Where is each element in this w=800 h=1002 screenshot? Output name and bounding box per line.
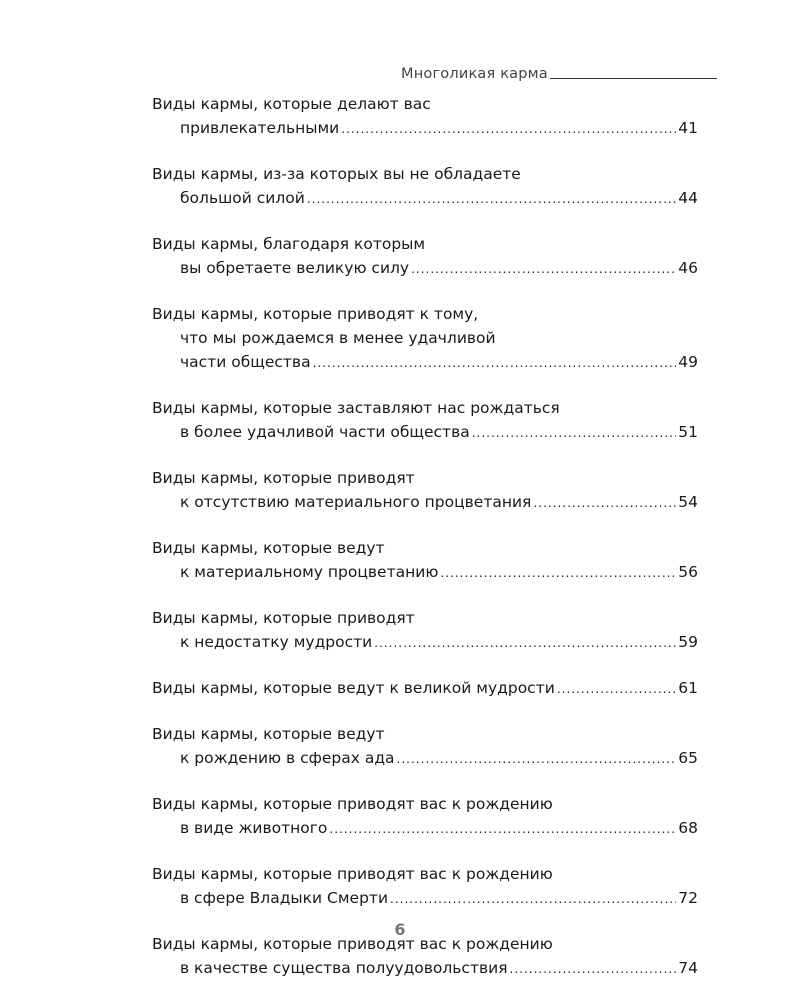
toc-entry-text: вы обретаете великую силу	[180, 259, 410, 277]
dot-leader	[374, 631, 676, 655]
toc-entry-last-line	[152, 676, 698, 701]
dot-leader	[533, 491, 676, 515]
toc-entry-text: Виды кармы, которые приводят	[152, 469, 415, 487]
toc-entry[interactable]	[152, 932, 698, 981]
toc-entry-text: Виды кармы, которые приводят вас к рождению	[152, 795, 553, 813]
dot-leader	[411, 257, 676, 281]
toc-entry-text: к недостатку мудрости	[180, 633, 373, 651]
toc-entry-last-line	[152, 490, 698, 515]
toc-entry-text: в виде животного	[180, 819, 328, 837]
page-number: 6	[394, 920, 406, 939]
toc-entry[interactable]	[152, 466, 698, 515]
toc-entry-text: части общества	[180, 353, 311, 371]
toc-entry-text: Виды кармы, которые заставляют нас рождаться	[152, 399, 560, 417]
dot-leader	[397, 747, 677, 771]
toc-entry-text: в качестве существа полуудовольствия	[180, 959, 508, 977]
dot-leader	[390, 887, 676, 911]
dot-leader	[329, 817, 676, 841]
toc-entry-text: к отсутствию материального процветания	[180, 493, 532, 511]
toc-page-number: 72	[678, 889, 698, 907]
toc-entry-text: к материальному процветанию	[180, 563, 439, 581]
toc-page-number: 61	[678, 679, 698, 697]
toc-entry-text: Виды кармы, которые приводят вас к рождению	[152, 935, 553, 953]
toc-entry-text: Виды кармы, которые ведут к великой мудрости	[152, 679, 555, 697]
toc-page-number: 46	[678, 259, 698, 277]
toc-page-number: 44	[678, 189, 698, 207]
toc-page-number: 41	[678, 119, 698, 137]
table-of-contents	[152, 92, 698, 1002]
toc-page-number: 54	[678, 493, 698, 511]
toc-entry-text: Виды кармы, благодаря которым	[152, 235, 426, 253]
toc-entry[interactable]	[152, 396, 698, 445]
toc-page-number: 65	[678, 749, 698, 767]
toc-entry[interactable]	[152, 162, 698, 211]
toc-entry-last-line	[152, 256, 698, 281]
toc-entry-last-line	[152, 630, 698, 655]
toc-entry-last-line	[152, 350, 698, 375]
header-rule	[550, 78, 717, 79]
toc-page-number: 74	[678, 959, 698, 977]
toc-entry-text: Виды кармы, которые приводят	[152, 609, 415, 627]
toc-entry-text: в более удачливой части общества	[180, 423, 470, 441]
toc-entry-text: привлекательными	[180, 119, 340, 137]
toc-entry[interactable]	[152, 722, 698, 771]
toc-entry[interactable]	[152, 536, 698, 585]
toc-entry[interactable]	[152, 92, 698, 141]
dot-leader	[307, 187, 676, 211]
toc-entry-last-line	[152, 886, 698, 911]
toc-page-number: 56	[678, 563, 698, 581]
toc-page-number: 49	[678, 353, 698, 371]
toc-entry-text: Виды кармы, которые приводят к тому,	[152, 305, 479, 323]
toc-entry-last-line	[152, 116, 698, 141]
toc-entry[interactable]	[152, 606, 698, 655]
dot-leader	[472, 421, 677, 445]
toc-entry[interactable]	[152, 676, 698, 701]
dot-leader	[557, 677, 676, 701]
toc-entry[interactable]	[152, 792, 698, 841]
dot-leader	[510, 957, 677, 981]
book-title: Многоликая карма	[401, 66, 548, 82]
toc-entry-text: большой силой	[180, 189, 305, 207]
toc-entry-text: к рождению в сферах ада	[180, 749, 395, 767]
dot-leader	[341, 117, 676, 141]
toc-page-number: 59	[678, 633, 698, 651]
toc-entry-last-line	[152, 746, 698, 771]
toc-entry-last-line	[152, 186, 698, 211]
toc-entry-last-line	[152, 956, 698, 981]
toc-entry-text: что мы рождаемся в менее удачливой	[180, 329, 496, 347]
toc-entry-text: Виды кармы, из-за которых вы не обладаете	[152, 165, 521, 183]
toc-entry[interactable]	[152, 302, 698, 375]
toc-entry-last-line	[152, 420, 698, 445]
toc-page-number: 68	[678, 819, 698, 837]
toc-entry-text: в сфере Владыки Смерти	[180, 889, 389, 907]
toc-entry-last-line	[152, 816, 698, 841]
running-head	[401, 64, 717, 82]
toc-entry-text: Виды кармы, которые приводят вас к рождению	[152, 865, 553, 883]
toc-page-number: 51	[678, 423, 698, 441]
toc-entry-text: Виды кармы, которые делают вас	[152, 95, 431, 113]
toc-entry[interactable]	[152, 232, 698, 281]
toc-entry-text: Виды кармы, которые ведут	[152, 725, 385, 743]
toc-entry[interactable]	[152, 862, 698, 911]
dot-leader	[313, 351, 677, 375]
dot-leader	[440, 561, 676, 585]
toc-entry-last-line	[152, 560, 698, 585]
toc-entry-text: Виды кармы, которые ведут	[152, 539, 385, 557]
